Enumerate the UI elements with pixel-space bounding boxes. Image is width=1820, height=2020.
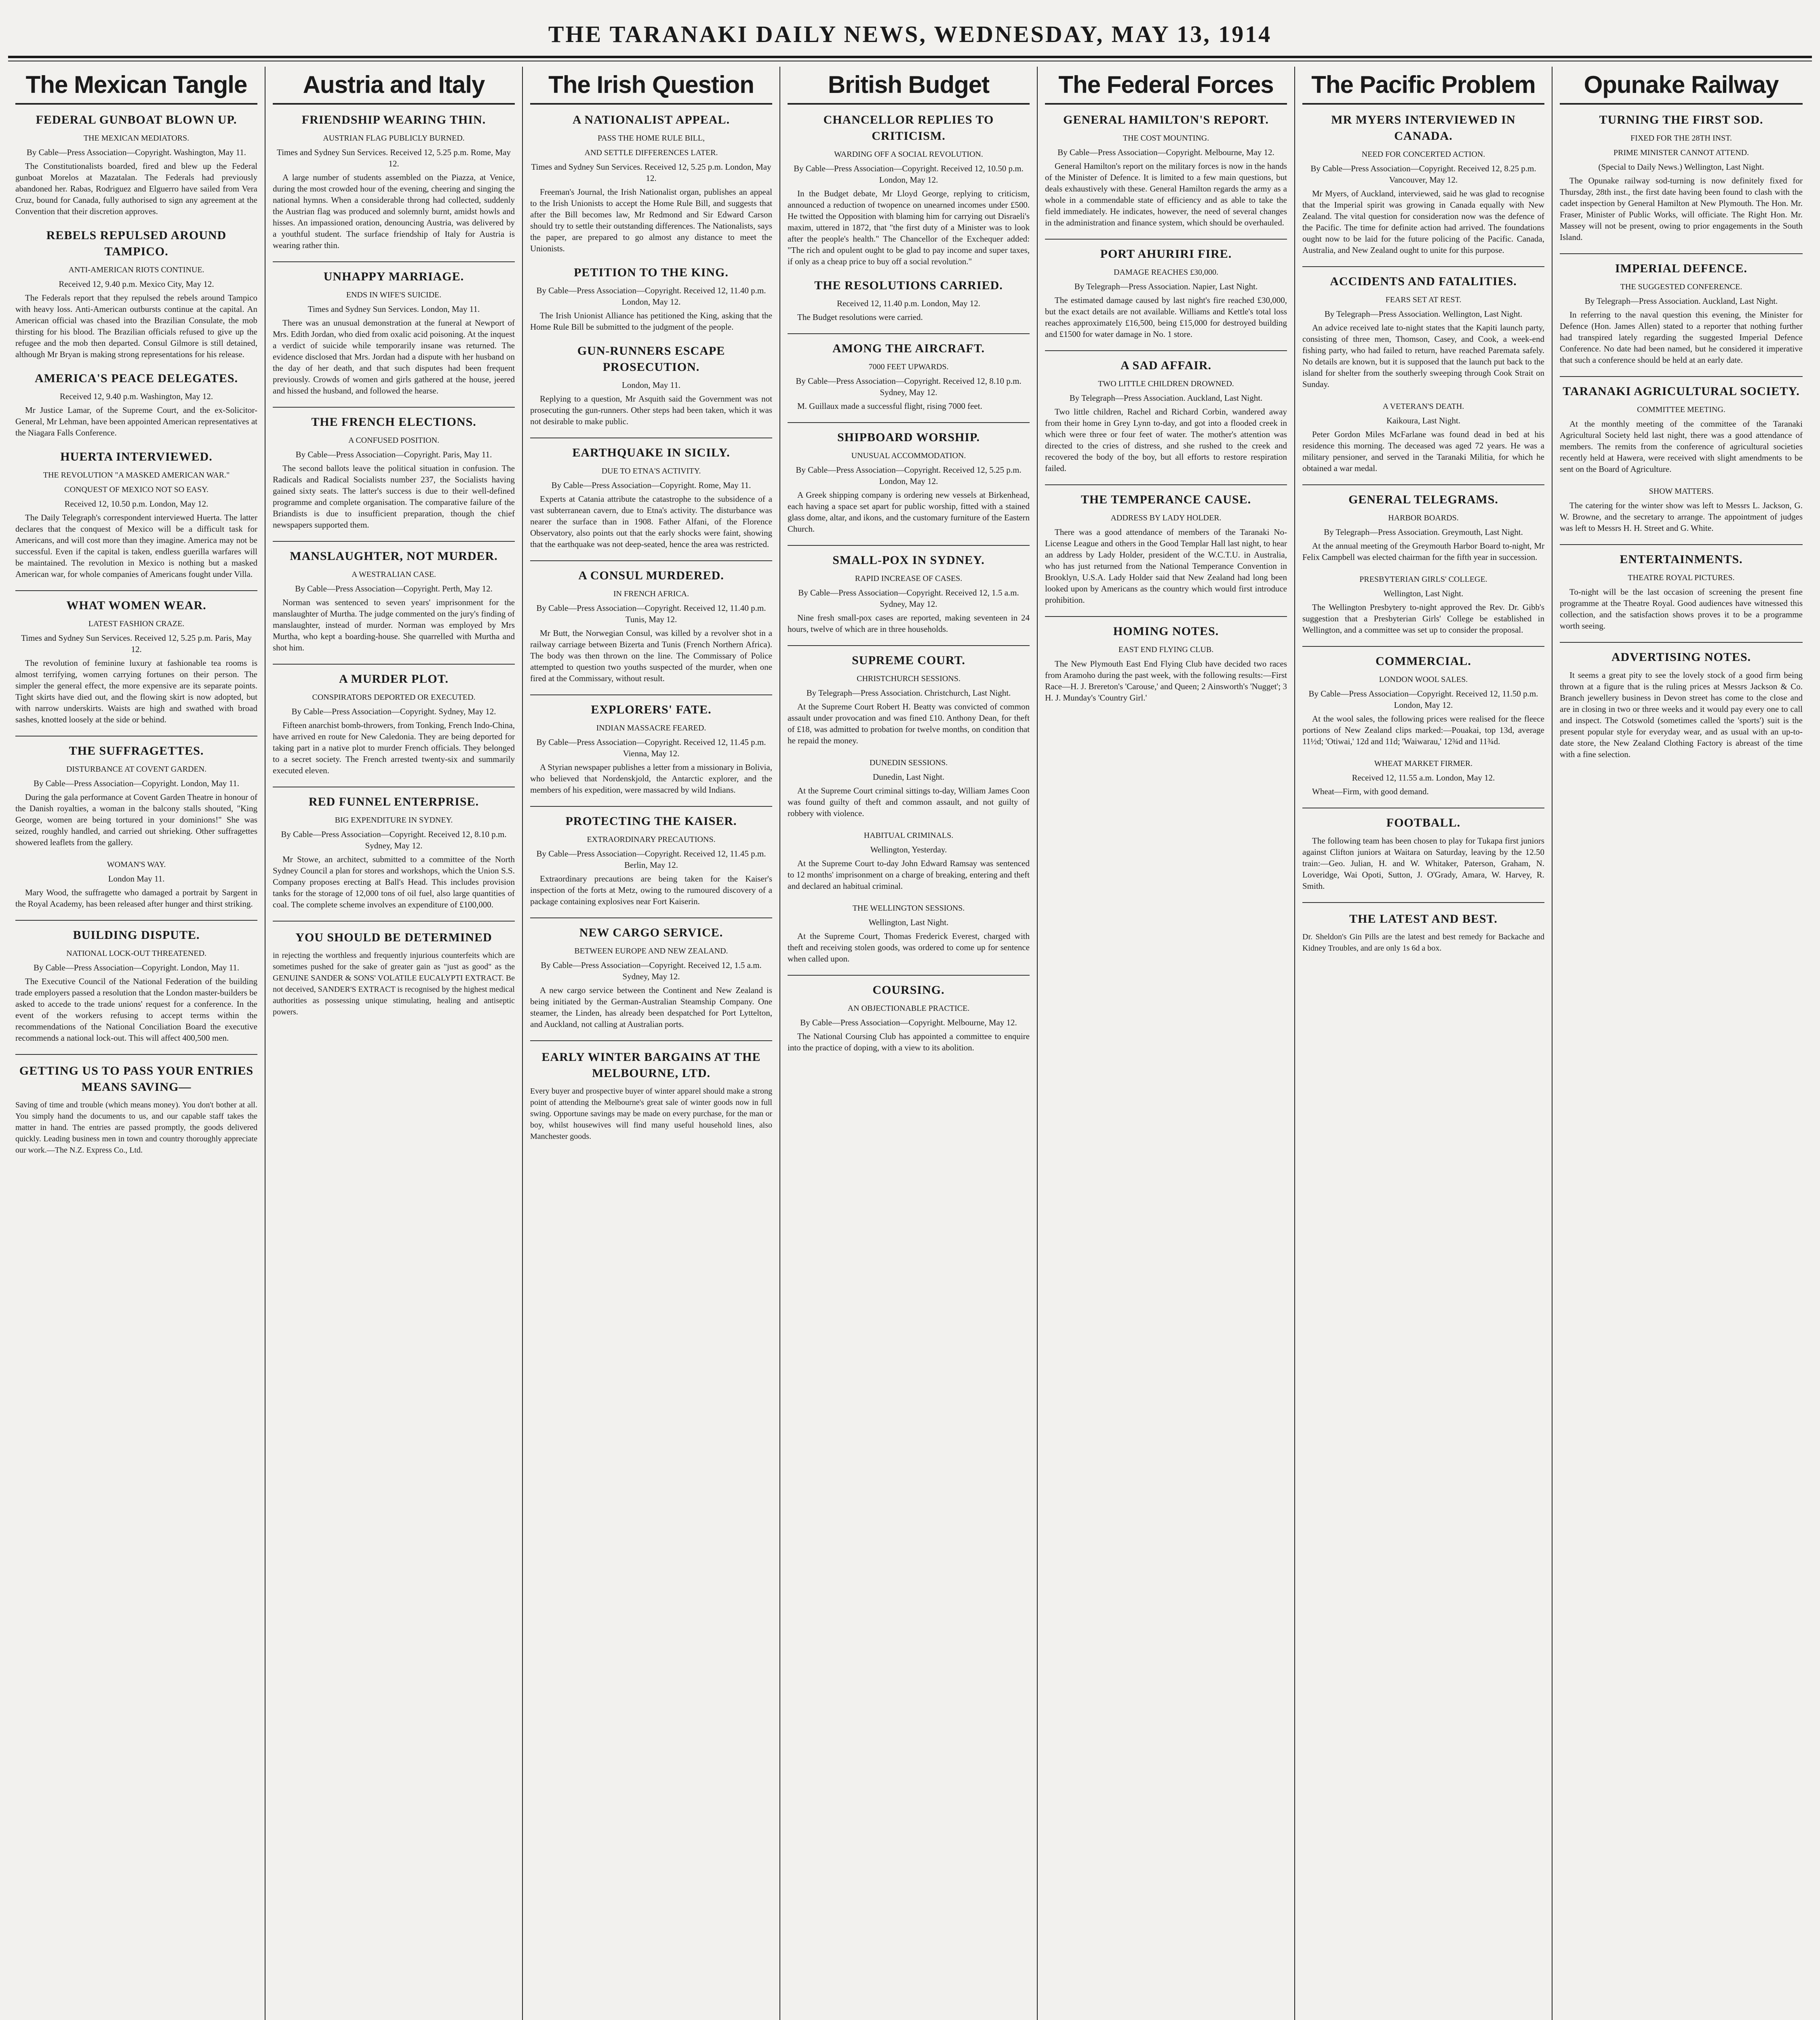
dateline: By Cable—Press Association—Copyright. Perth, May 12.	[295, 584, 493, 593]
article	[273, 794, 515, 910]
article-body: Nine fresh small-pox cases are reported, making seventeen in 24 hours, twelve of which are in three households.	[788, 613, 1030, 634]
article-body: During the gala performance at Covent Garden Theatre in honour of the Danish royalties, a woman in the balcony stalls shouted, "King George, women are being tortured in your dominions!" She was seized, roughly handled, and carried out shrieking. Other suffragettes showered leaflets from the gallery.	[15, 792, 257, 847]
article	[788, 112, 1030, 267]
headline: THE TEMPERANCE CAUSE.	[1081, 493, 1251, 506]
article-divider	[1045, 616, 1287, 617]
article-body: Fifteen anarchist bomb-throwers, from Tonking, French Indo-China, have arrived en route for New Caledonia. They are being deported for taking part in a native plot to murder French officials. They belonged to a secret society. The French arrested twenty-six and summarily executed eleven.	[273, 720, 515, 775]
article	[1302, 492, 1544, 563]
article-divider	[1045, 239, 1287, 240]
subheadline: COMMITTEE MEETING.	[1637, 405, 1725, 414]
dateline: By Cable—Press Association—Copyright. Received 12, 10.50 p.m. London, May 12.	[794, 164, 1024, 185]
dateline: (Special to Daily News.) Wellington, Last Night.	[1598, 162, 1764, 172]
column-british-budget	[780, 67, 1038, 2020]
dateline: By Telegraph—Press Association. Auckland, Last Night.	[1584, 296, 1778, 306]
article	[1045, 623, 1287, 703]
dateline: Received 12, 11.40 p.m. London, May 12.	[836, 299, 980, 308]
headline: BUILDING DISPUTE.	[73, 928, 200, 942]
article-body: The Opunake railway sod-turning is now definitely fixed for Thursday, 28th inst., the first date having been found to clash with the cadet inspection by General Hamilton at New Plymouth. The Hon. Mr. Fraser, Minister of Public Works, will officiate. The Right Hon. Mr. Massey will not be present, owing to prior engagements in the South Island.	[1560, 176, 1803, 242]
advertisement	[273, 921, 515, 1018]
article	[1302, 400, 1544, 474]
subheadline: LATEST FASHION CRAZE.	[88, 619, 185, 628]
article	[273, 671, 515, 776]
article-divider	[530, 560, 772, 561]
article-body: Peter Gordon Miles McFarlane was found dead in bed at his residence this morning. The deceased was aged 72 years. He was a military pensioner, and served in the Taranaki Militia, for which he obtained a war medal.	[1302, 429, 1544, 473]
dateline: Wellington, Last Night.	[1383, 589, 1464, 598]
article	[15, 743, 257, 848]
article	[1302, 112, 1544, 256]
dateline: By Cable—Press Association—Copyright. Paris, May 11.	[295, 450, 492, 459]
subheadline: CONQUEST OF MEXICO NOT SO EASY.	[64, 485, 209, 494]
article-divider	[273, 541, 515, 542]
headline: WHAT WOMEN WEAR.	[66, 599, 206, 612]
ad-headline: THE LATEST AND BEST.	[1349, 912, 1498, 926]
subheadline: FEARS SET AT REST.	[1385, 295, 1462, 304]
article	[1560, 649, 1803, 760]
dateline: Times and Sydney Sun Services. Received 12, 5.25 p.m. London, May 12.	[531, 162, 771, 183]
subheadline: ANTI-AMERICAN RIOTS CONTINUE.	[68, 265, 204, 274]
article-body: The revolution of feminine luxury at fashionable tea rooms is almost terrifying, women carrying fortunes on their person. The simpler the general effect, the more expensive are its separate points. Tight skirts have died out, and the flowing skirt is now adopted, but with narrow underskirts. Waists are high and swathed with broad sashes, knotted loosely at the side or behind.	[15, 658, 257, 724]
subheadline: A VETERAN'S DEATH.	[1382, 402, 1464, 411]
headline: UNHAPPY MARRIAGE.	[323, 270, 464, 283]
headline: SUPREME COURT.	[852, 654, 965, 667]
article-divider	[788, 645, 1030, 646]
article-body: The National Coursing Club has appointed a committee to enquire into the practice of doping, with a view to its abolition.	[788, 1031, 1030, 1052]
headline: IMPERIAL DEFENCE.	[1615, 262, 1748, 275]
article-body: There was an unusual demonstration at the funeral at Newport of Mrs. Edith Jordan, who died from oxalic acid poisoning. At the inquest a verdict of suicide while temporarily insane was returned. The evidence disclosed that Mrs. Jordan had a dispute with her husband on the day of her death, and that such disputes had been frequent previously. Crowds of women and girls gathered at the house, jeered and hissed the husband, and followed the hearse.	[273, 318, 515, 396]
subheadline: CONSPIRATORS DEPORTED OR EXECUTED.	[312, 693, 476, 702]
article	[530, 702, 772, 795]
subheadline: FIXED FOR THE 28TH INST.	[1630, 134, 1732, 143]
headline: ENTERTAINMENTS.	[1620, 553, 1743, 566]
article-body: The catering for the winter show was left to Messrs L. Jackson, G. W. Browne, and the secretary to arrange. The appointment of judges was left to Messrs H. H. Street and G. White.	[1560, 501, 1803, 533]
subheadline: IN FRENCH AFRICA.	[613, 589, 689, 598]
article	[15, 858, 257, 909]
headline: A MURDER PLOT.	[339, 672, 449, 686]
article	[788, 552, 1030, 635]
article-body: Mr Stowe, an architect, submitted to a committee of the North Sydney Council a plan for stores and workshops, which the Union S.S. Company proposes erecting at Ball's Head. This includes provision tanks for the storage of 12,000 tons of oil fuel, also large quantities of coal. The complete scheme involves an expenditure of £100,000.	[273, 854, 515, 909]
article	[1560, 551, 1803, 631]
column-mexican-tangle	[8, 67, 265, 2020]
column-heading: The Irish Question	[530, 67, 772, 105]
subheadline: AND SETTLE DIFFERENCES LATER.	[584, 148, 718, 157]
article-body: A large number of students assembled on the Piazza, at Venice, during the most crowded hour of the evening, cheering and singing the national hymns. When a considerable throng had collected, suddenly the Austrian flag was produced and solemnly burnt, amidst howls and hisses. An impassioned oration, denouncing Austria, was delivered by a youthful student. The surface friendship of Italy for Austria is wearing rather thin.	[273, 173, 515, 250]
article-body: Two little children, Rachel and Richard Corbin, wandered away from their home in Grey Lynn to-day, and got into a flooded creek in which were three or four feet of water. The mother's attention was directed to the cries of distress, and she rushed to the creek and recovered the body of the boy, but all efforts to restore respiration failed.	[1045, 407, 1287, 473]
subheadline: 7000 FEET UPWARDS.	[868, 362, 949, 371]
headline: SMALL-POX IN SYDNEY.	[832, 553, 985, 567]
article-body: General Hamilton's report on the military forces is now in the hands of the Minister of Defence. It is limited to a few main questions, but deals exhaustively with these. General Hamilton regards the army as a whole in a commendable state of efficiency and as able to take the field immediately. He indicates, however, the need of several changes in the administration and finance system, which should be overhauled.	[1045, 161, 1287, 227]
article-body: Experts at Catania attribute the catastrophe to the subsidence of a vast subterranean cavern, due to Etna's activity. The disturbance was nearer the surface than in 1908. Father Alfani, of the Florence Observatory, also points out that the early shocks were faint, showing that the earthquake was not deep-seated, hence the area was restricted.	[530, 494, 772, 549]
article	[530, 813, 772, 907]
dateline: By Telegraph—Press Association. Christchurch, Last Night.	[806, 688, 1011, 698]
subheadline: THE WELLINGTON SESSIONS.	[852, 904, 965, 913]
headline: MANSLAUGHTER, NOT MURDER.	[290, 549, 498, 563]
article	[1045, 358, 1287, 474]
dateline: By Cable—Press Association—Copyright. London, May 11.	[33, 779, 240, 788]
subheadline: PASS THE HOME RULE BILL,	[597, 134, 705, 143]
column-pacific-problem	[1295, 67, 1552, 2020]
dateline: By Telegraph—Press Association. Greymouth, Last Night.	[1324, 527, 1523, 537]
columns	[8, 67, 1812, 2020]
article	[15, 112, 257, 217]
article-divider	[530, 806, 772, 807]
article-body: The Constitutionalists boarded, fired and blew up the Federal gunboat Morelos at Mazatalan. The Federals had previously abandoned her. Rabas, Rodriguez and Elguerro have sailed from Vera Cruz, bound for Canada, fully authorised to sign any agreement at the Convention that their discretion approves.	[15, 161, 257, 216]
article	[273, 548, 515, 653]
headline: TURNING THE FIRST SOD.	[1599, 113, 1763, 126]
dateline: By Cable—Press Association—Copyright. Received 12, 8.10 p.m. Sydney, May 12.	[281, 829, 507, 850]
subheadline: PRIME MINISTER CANNOT ATTEND.	[1613, 148, 1749, 157]
dateline: Wellington, Yesterday.	[870, 845, 947, 854]
column-heading: The Federal Forces	[1045, 67, 1287, 105]
headline: HOMING NOTES.	[1113, 625, 1219, 638]
column-austria-italy	[265, 67, 523, 2020]
article-body: A Styrian newspaper publishes a letter from a missionary in Bolivia, who believed that Nordenskjold, the Antarctic explorer, and the members of his expedition, were massacred by wild Indians.	[530, 762, 772, 795]
column-heading: Austria and Italy	[273, 67, 515, 105]
article-body: Freeman's Journal, the Irish Nationalist organ, publishes an appeal to the Irish Unionists to accept the Home Rule Bill, and suggests that after the Bill becomes law, Mr Redmond and Sir Edward Carson should try to settle their outstanding differences. The Nationalists, says the paper, are prepared to go almost any distance to meet the Unionists.	[530, 187, 772, 253]
subheadline: CHRISTCHURCH SESSIONS.	[857, 674, 961, 683]
article-body: Replying to a question, Mr Asquith said the Government was not prosecuting the gun-runners. Other steps had been taken, which it was not desirable to make public.	[530, 394, 772, 426]
column-heading: The Pacific Problem	[1302, 67, 1544, 105]
dateline: London, May 11.	[621, 380, 681, 390]
subheadline: WHEAT MARKET FIRMER.	[1374, 759, 1473, 768]
column-federal-forces	[1038, 67, 1295, 2020]
dateline: By Cable—Press Association—Copyright. Washington, May 11.	[26, 147, 246, 157]
article	[1045, 112, 1287, 228]
headline: TARANAKI AGRICULTURAL SOCIETY.	[1563, 385, 1800, 398]
article	[15, 598, 257, 725]
dateline: By Cable—Press Association—Copyright. Received 12, 1.5 a.m. Sydney, May 12.	[541, 960, 762, 981]
headline: EARTHQUAKE IN SICILY.	[572, 446, 730, 459]
article	[788, 757, 1030, 819]
article	[1302, 653, 1544, 747]
article-body: The estimated damage caused by last night's fire reached £30,000, but the exact details are not available. Williams and Kettle's total loss reaches approximately £16,500, being £15,000 for destroyed building and £1500 for water damage in No. 1 store.	[1045, 295, 1287, 339]
article-divider	[788, 975, 1030, 976]
subheadline: THEATRE ROYAL PICTURES.	[1628, 573, 1735, 582]
article	[1560, 261, 1803, 366]
dateline: By Telegraph—Press Association. Wellington, Last Night.	[1324, 309, 1523, 319]
article-body: To-night will be the last occasion of screening the present fine programme at the Theatre Royal. Good audiences have witnessed this collection, and the satisfaction shows proves it to be a programme worth seeing.	[1560, 587, 1803, 631]
subheadline: PRESBYTERIAN GIRLS' COLLEGE.	[1359, 575, 1487, 584]
headline: REBELS REPULSED AROUND TAMPICO.	[46, 229, 227, 258]
dateline: By Cable—Press Association—Copyright. Melbourne, May 12.	[800, 1018, 1017, 1027]
article-divider	[273, 407, 515, 408]
subheadline: AN OBJECTIONABLE PRACTICE.	[847, 1004, 970, 1013]
article	[1045, 492, 1287, 606]
dateline: By Cable—Press Association—Copyright. Received 12, 11.40 p.m. London, May 12.	[536, 286, 766, 307]
dateline: London May 11.	[108, 874, 165, 884]
dateline: By Cable—Press Association—Copyright. Received 12, 5.25 p.m. London, May 12.	[796, 465, 1022, 486]
article-divider	[273, 261, 515, 262]
article	[788, 982, 1030, 1053]
headline: THE RESOLUTIONS CARRIED.	[814, 279, 1003, 292]
article-body: The Daily Telegraph's correspondent interviewed Huerta. The latter declares that the conquest of Mexico will be a difficult task for Americans, and will cost more than they imagine. America may not be successful. Even if the capital is taken, endless guerilla warfares will be maintained. The revolution in Mexico is nothing but a masked American war, for whole companies of Americans fought under Villa.	[15, 513, 257, 579]
article	[788, 829, 1030, 892]
article-divider	[788, 422, 1030, 423]
ad-body: Every buyer and prospective buyer of winter apparel should make a strong point of attending the Melbourne's great sale of winter goods now in full swing. Opportune savings may be made on every purchase, for the man or boy, whilst housewives will find many useful household lines, also Manchester goods.	[530, 1087, 772, 1141]
article-body: The Federals report that they repulsed the rebels around Tampico with heavy loss. Anti-American outbursts continue at the capital. An American official was chased into the Brazilian Consulate, the mob thirsting for his blood. The Brazilian officials refused to give up the refugee and the mob then departed. Consul Gilmore is still detained, although Mr Bryan is making strong representations for his release.	[15, 293, 257, 359]
subheadline: NEED FOR CONCERTED ACTION.	[1361, 150, 1485, 159]
article-body: The New Plymouth East End Flying Club have decided two races from Aramoho during the past week, with the following results:—First Race—H. J. Brereton's 'Carouse,' and Queen; 2 Ainsworth's 'Nugget'; 3 H. J. Munday's 'Country Girl.'	[1045, 659, 1287, 703]
dateline: Received 12, 11.55 a.m. London, May 12.	[1352, 773, 1495, 783]
article-body: The second ballots leave the political situation in confusion. The Radicals and Radical Socialists number 237, the Socialists having gained sixty seats. The latter's success is due to their well-defined programme and complete organisation. The comparative failure of the Briandists is due to insufficient preparation, though the chief newspapers supported them.	[273, 463, 515, 530]
subheadline: EXTRAORDINARY PRECAUTIONS.	[587, 835, 716, 844]
subheadline: ENDS IN WIFE'S SUICIDE.	[346, 290, 442, 299]
subheadline: THE REVOLUTION "A MASKED AMERICAN WAR."	[43, 471, 230, 480]
article	[15, 449, 257, 580]
article-body: Mary Wood, the suffragette who damaged a portrait by Sargent in the Royal Academy, has been released after hunger and thirst striking.	[15, 888, 257, 909]
article	[530, 265, 772, 332]
headline: ACCIDENTS AND FATALITIES.	[1330, 275, 1517, 288]
article-body: M. Guillaux made a successful flight, rising 7000 feet.	[797, 401, 982, 411]
advertisement	[15, 1054, 257, 1156]
subheadline: THE COST MOUNTING.	[1123, 134, 1209, 143]
dateline: By Telegraph—Press Association. Napier, Last Night.	[1074, 282, 1258, 291]
headline: PETITION TO THE KING.	[574, 266, 729, 279]
subheadline: THE SUGGESTED CONFERENCE.	[1620, 282, 1742, 291]
dateline: Received 12, 9.40 p.m. Washington, May 12.	[59, 391, 213, 401]
article-body: Norman was sentenced to seven years' imprisonment for the manslaughter of Murtha. The judge commented on the jury's finding of manslaughter, instead of murder. Norman was employed by Mrs Murtha, who kept a boarding-house. She quarrelled with Murtha and shot him.	[273, 598, 515, 652]
article	[788, 652, 1030, 746]
article	[1302, 815, 1544, 892]
subheadline: BIG EXPENDITURE IN SYDNEY.	[335, 816, 453, 825]
ad-headline: GETTING US TO PASS YOUR ENTRIES MEANS SAVING—	[19, 1064, 254, 1094]
dateline: By Cable—Press Association—Copyright. Received 12, 1.5 a.m. Sydney, May 12.	[798, 588, 1019, 609]
dateline: Dunedin, Last Night.	[872, 772, 945, 782]
subheadline: A WESTRALIAN CASE.	[351, 570, 436, 579]
subheadline: WOMAN'S WAY.	[107, 860, 166, 869]
column-heading: British Budget	[788, 67, 1030, 105]
dateline: By Cable—Press Association—Copyright. Received 12, 11.50 p.m. London, May 12.	[1308, 689, 1538, 710]
article-body: At the Supreme Court Robert H. Beatty was convicted of common assault under provocation and was fined £10. Anthony Dean, for theft of £18, was admitted to probation for twelve months, on condition that he repaid the money.	[788, 702, 1030, 745]
article	[273, 269, 515, 396]
article-divider	[1302, 646, 1544, 647]
article	[15, 370, 257, 438]
subheadline: RAPID INCREASE OF CASES.	[855, 574, 963, 583]
article	[15, 227, 257, 360]
ad-headline: EARLY WINTER BARGAINS AT THE MELBOURNE, LTD.	[541, 1050, 761, 1080]
subheadline: NATIONAL LOCK-OUT THREATENED.	[66, 949, 206, 958]
article-body: Wheat—Firm, with good demand.	[1312, 787, 1429, 796]
subheadline: DISTURBANCE AT COVENT GARDEN.	[66, 765, 207, 774]
dateline: By Cable—Press Association—Copyright. Received 12, 8.10 p.m. Sydney, May 12.	[796, 376, 1022, 397]
subheadline: AUSTRIAN FLAG PUBLICLY BURNED.	[323, 134, 465, 143]
article-divider	[1560, 544, 1803, 545]
article-divider	[788, 333, 1030, 334]
article-divider	[1045, 350, 1287, 351]
column-heading: The Mexican Tangle	[15, 67, 257, 105]
article-divider	[1045, 484, 1287, 485]
dateline: By Cable—Press Association—Copyright. Sydney, May 12.	[291, 707, 496, 716]
subheadline: TWO LITTLE CHILDREN DROWNED.	[1098, 379, 1234, 388]
article-body: At the Supreme Court criminal sittings to-day, William James Coon was found guilty of theft and common assault, and not guilty of robbery with violence.	[788, 786, 1030, 818]
dateline: By Cable—Press Association—Copyright. Rome, May 11.	[551, 480, 751, 490]
headline: FEDERAL GUNBOAT BLOWN UP.	[36, 113, 237, 126]
dateline: By Cable—Press Association—Copyright. Received 12, 8.25 p.m. Vancouver, May 12.	[1310, 164, 1536, 185]
article	[530, 343, 772, 427]
headline: PROTECTING THE KAISER.	[565, 814, 737, 828]
article-body: At the Supreme Court, Thomas Frederick Everest, charged with theft and receiving stolen goods, was ordered to come up for sentence when called upon.	[788, 931, 1030, 964]
article-divider	[530, 917, 772, 918]
subheadline: THE MEXICAN MEDIATORS.	[83, 134, 190, 143]
article-body: There was a good attendance of members of the Taranaki No-License League and others in the Good Templar Hall last night, to hear an address by Lady Holder, president of the W.C.T.U. in Australia, who has just returned from the National Temperance Convention in Brooklyn, U.S.A. Lady Holder said that New Zealand had long been looked upon by Americans as the country which would first introduce prohibition.	[1045, 527, 1287, 605]
article-body: In the Budget debate, Mr Lloyd George, replying to criticism, announced a reduction of twopence on unearned incomes under £500. He twitted the Opposition with blaming him for carrying out Disraeli's maxim, uttered in 1872, that "the first duty of a Minister was to look after the people's health." The Chancellor of the Exchequer added: "The rich and opulent ought to be glad to pay income and super taxes, if only as a cheap price to buy off a social revolution."	[788, 189, 1030, 266]
article-body: Extraordinary precautions are being taken for the Kaiser's inspection of the forts at Metz, owing to the rumoured discovery of a package containing explosives near Fort Kaiserin.	[530, 874, 772, 906]
masthead-rule	[8, 56, 1812, 58]
subheadline: BETWEEN EUROPE AND NEW ZEALAND.	[574, 947, 728, 955]
masthead: THE TARANAKI DAILY NEWS, WEDNESDAY, MAY 13, 1914	[548, 21, 1272, 47]
dateline: Received 12, 9.40 p.m. Mexico City, May 12.	[59, 279, 214, 289]
ad-body: in rejecting the worthless and frequently injurious counterfeits which are sometimes pushed for the sake of greater gain as "just as good" as the GENUINE SANDER & SONS' VOLATILE EUCALYPTI EXTRACT. Be not deceived, SANDER'S EXTRACT is recognised by the highest medical authorities as possessing unique stimulating, healing and antiseptic powers.	[273, 951, 515, 1016]
article-body: At the annual meeting of the Greymouth Harbor Board to-night, Mr Felix Campbell was elected chairman for the fifth year in succession.	[1302, 541, 1544, 562]
article	[1560, 383, 1803, 475]
article	[788, 429, 1030, 534]
article-divider	[788, 545, 1030, 546]
ad-headline: YOU SHOULD BE DETERMINED	[295, 931, 492, 944]
article-divider	[1302, 484, 1544, 485]
article	[1302, 758, 1544, 797]
article	[273, 112, 515, 251]
article-divider	[15, 920, 257, 921]
headline: A CONSUL MURDERED.	[578, 569, 724, 582]
subheadline: LONDON WOOL SALES.	[1379, 675, 1468, 684]
subheadline: UNUSUAL ACCOMMODATION.	[851, 451, 966, 460]
dateline: By Cable—Press Association—Copyright. Received 12, 11.40 p.m. Tunis, May 12.	[536, 603, 766, 624]
headline: GENERAL HAMILTON'S REPORT.	[1063, 113, 1269, 126]
subheadline: EAST END FLYING CLUB.	[1118, 645, 1214, 654]
subheadline: INDIAN MASSACRE FEARED.	[596, 724, 706, 732]
article	[1045, 246, 1287, 340]
headline: HUERTA INTERVIEWED.	[60, 450, 213, 463]
article-body: The Executive Council of the National Federation of the building trade employers passed a resolution that the London master-builders be asked to accede to the trade unions' request for a conference. In the event of the workers refusing to accept terms within the recommendations of the National Conciliation Board the executive recommends a national lock-out. This will affect 400,500 men.	[15, 976, 257, 1043]
article-divider	[1560, 253, 1803, 254]
article-divider	[1560, 642, 1803, 643]
article	[530, 568, 772, 684]
dateline: By Cable—Press Association—Copyright. Received 12, 11.45 p.m. Vienna, May 12.	[536, 737, 766, 758]
headline: PORT AHURIRI FIRE.	[1100, 247, 1232, 261]
article-divider	[15, 590, 257, 591]
article-body: The Wellington Presbytery to-night approved the Rev. Dr. Gibb's suggestion that a Presbyterian Girls' College be established in Wellington, and a committee was set up to consider the proposal.	[1302, 602, 1544, 635]
column-opunake-railway	[1552, 67, 1810, 2020]
headline: A SAD AFFAIR.	[1121, 359, 1211, 372]
article-body: A Greek shipping company is ordering new vessels at Birkenhead, each having a space set apart for public worship, fitted with a stained glass dome, altar, and ikons, and the customary furniture of the Eastern Church.	[788, 490, 1030, 534]
headline: GENERAL TELEGRAMS.	[1348, 493, 1498, 506]
article	[788, 902, 1030, 964]
headline: COMMERCIAL.	[1376, 654, 1471, 668]
article-body: In referring to the naval question this evening, the Minister for Defence (Hon. James Allen) stated to a reporter that nothing further had transpired lately regarding the suggested Imperial Defence Conference. No date had been named, but he considered it imperative that such a conference should be held at an early date.	[1560, 310, 1803, 365]
article-divider	[530, 694, 772, 695]
advertisement	[530, 1040, 772, 1142]
headline: GUN-RUNNERS ESCAPE PROSECUTION.	[577, 344, 725, 374]
dateline: By Cable—Press Association—Copyright. Received 12, 11.45 p.m. Berlin, May 12.	[536, 849, 766, 870]
article-body: At the Supreme Court to-day John Edward Ramsay was sentenced to 12 months' imprisonment on a charge of breaking, entering and theft and declared an habitual criminal.	[788, 858, 1030, 891]
article	[788, 341, 1030, 412]
article-body: At the wool sales, the following prices were realised for the fleece portions of New Zealand clips marked:—Pouakai, top 13d, average 11½d; 'Otiwai,' 12d and 11d; 'Waiwarau,' 12¾d and 11¾d.	[1302, 714, 1544, 746]
article	[15, 927, 257, 1044]
article-body: Mr Myers, of Auckland, interviewed, said he was glad to recognise that the Imperial spirit was growing in Canada equally with New Zealand. The vital question for consideration now was the defence of the Pacific. The time for definite action had arrived. The foundations ought now to be laid for the future policing of the Pacific. Canada, Australia, and New Zealand ought to unite for this purpose.	[1302, 189, 1544, 255]
subheadline: A CONFUSED POSITION.	[348, 436, 440, 445]
headline: MR MYERS INTERVIEWED IN CANADA.	[1331, 113, 1516, 143]
article-body: The Irish Unionist Alliance has petitioned the King, asking that the Home Rule Bill be submitted to the judgment of the people.	[530, 311, 772, 332]
headline: COURSING.	[872, 983, 945, 997]
article	[1302, 573, 1544, 635]
subheadline: ADDRESS BY LADY HOLDER.	[1110, 513, 1222, 522]
headline: CHANCELLOR REPLIES TO CRITICISM.	[823, 113, 994, 143]
article-body: Mr Butt, the Norwegian Consul, was killed by a revolver shot in a railway carriage between Bizerta and Tunis (French Northern Africa). The body was then thrown on the line. The Commissary of Police attempted to question two youths suspected of the murder, when one fired at the Commissary, without result.	[530, 628, 772, 683]
article	[1560, 485, 1803, 534]
dateline: By Cable—Press Association—Copyright. Melbourne, May 12.	[1057, 147, 1274, 157]
article-divider	[1302, 266, 1544, 267]
dateline: By Telegraph—Press Association. Auckland, Last Night.	[1069, 393, 1263, 403]
column-irish-question	[523, 67, 780, 2020]
subheadline: HABITUAL CRIMINALS.	[864, 831, 954, 840]
subheadline: WARDING OFF A SOCIAL REVOLUTION.	[834, 150, 983, 159]
article	[530, 925, 772, 1030]
headline: A NATIONALIST APPEAL.	[572, 113, 730, 126]
dateline: Times and Sydney Sun Services. Received 12, 5.25 p.m. Rome, May 12.	[276, 147, 511, 168]
subheadline: DAMAGE REACHES £30,000.	[1114, 268, 1218, 277]
headline: FRIENDSHIP WEARING THIN.	[301, 113, 486, 126]
article-divider	[273, 664, 515, 665]
article	[1560, 112, 1803, 243]
headline: RED FUNNEL ENTERPRISE.	[308, 795, 479, 808]
article-divider	[1560, 376, 1803, 377]
headline: NEW CARGO SERVICE.	[579, 926, 723, 939]
column-heading: Opunake Railway	[1560, 67, 1803, 105]
headline: EXPLORERS' FATE.	[591, 703, 712, 716]
headline: AMONG THE AIRCRAFT.	[832, 342, 985, 355]
headline: FOOTBALL.	[1386, 816, 1461, 829]
article	[1302, 274, 1544, 390]
article-body: Mr Justice Lamar, of the Supreme Court, and the ex-Solicitor-General, Mr Lehman, have been appointed American representatives at the Niagara Falls Conference.	[15, 405, 257, 438]
dateline: Times and Sydney Sun Services. London, May 11.	[308, 304, 480, 314]
subheadline: HARBOR BOARDS.	[1388, 513, 1459, 522]
ad-body: Dr. Sheldon's Gin Pills are the latest and best remedy for Backache and Kidney Troubles, and are only 1s 6d a box.	[1302, 932, 1544, 953]
article-body: At the monthly meeting of the committee of the Taranaki Agricultural Society held last night, there was a good attendance of members. The remits from the conference of agricultural societies recently held at Hawera, were received with slight amendments to be sent on the Board of Agriculture.	[1560, 419, 1803, 474]
dateline: By Cable—Press Association—Copyright. London, May 11.	[33, 963, 240, 972]
advertisement	[1302, 902, 1544, 954]
subheadline: DUNEDIN SESSIONS.	[869, 758, 948, 767]
headline: ADVERTISING NOTES.	[1611, 650, 1751, 664]
dateline: Kaikoura, Last Night.	[1386, 416, 1461, 425]
dateline: Wellington, Last Night.	[868, 917, 949, 927]
article	[530, 112, 772, 254]
headline: THE SUFFRAGETTES.	[69, 744, 204, 758]
article-body: It seems a great pity to see the lovely stock of a good firm being thrown at a figure that is the ruling prices at Messrs Jackson & Co. Branch jewellery business in Devon street has come to the close and are in closing in two or three weeks and it would pay every one to call and inspect. The Cotswold (sometimes called the 'sports') suit is the present popular style for everyday wear, and as usual with an up-to-date store, the New Zealand Clothing Factory is abreast of the time with a fine selection.	[1560, 670, 1803, 759]
article-body: The following team has been chosen to play for Tukapa first juniors against Clifton juniors at Waitara on Saturday, leaving by the 12.50 train:—Geo. Julian, H. and W. Whitaker, Paterson, Graham, N. Loveridge, Wai Opoti, Sutton, J. O'Grady, Amara, W. Harvey, R. Smith.	[1302, 836, 1544, 891]
dateline: Times and Sydney Sun Services. Received 12, 5.25 p.m. Paris, May 12.	[21, 633, 252, 654]
article-body: The Budget resolutions were carried.	[797, 312, 923, 322]
headline: AMERICA'S PEACE DELEGATES.	[34, 372, 238, 385]
article-body: A new cargo service between the Continent and New Zealand is being initiated by the German-Australian Steamship Company. One steamer, the Linden, has already been despatched for Port Lyttelton, and Auckland, not calling at Australian ports.	[530, 985, 772, 1029]
article	[788, 278, 1030, 323]
headline: SHIPBOARD WORSHIP.	[837, 431, 980, 444]
subheadline: DUE TO ETNA'S ACTIVITY.	[601, 467, 701, 476]
headline: THE FRENCH ELECTIONS.	[311, 415, 476, 429]
article	[530, 445, 772, 550]
subheadline: SHOW MATTERS.	[1649, 487, 1714, 496]
article-body: An advice received late to-night states that the Kapiti launch party, consisting of three men, Thomson, Casey, and Cook, a week-end fishing party, who had failed to return, have reached Paremata safely. No details are known, but it is supposed that the launch put back to the island for shelter from the southerly sweeping through Cook Strait on Sunday.	[1302, 323, 1544, 389]
dateline: Received 12, 10.50 p.m. London, May 12.	[64, 499, 209, 509]
article	[273, 414, 515, 530]
ad-body: Saving of time and trouble (which means money). You don't bother at all. You simply hand the documents to us, and our capable staff takes the matter in hand. The entries are passed promptly, the goods delivered quickly. Leading business men in town and country thoroughly appreciate our work.—The N.Z. Express Co., Ltd.	[15, 1100, 257, 1155]
